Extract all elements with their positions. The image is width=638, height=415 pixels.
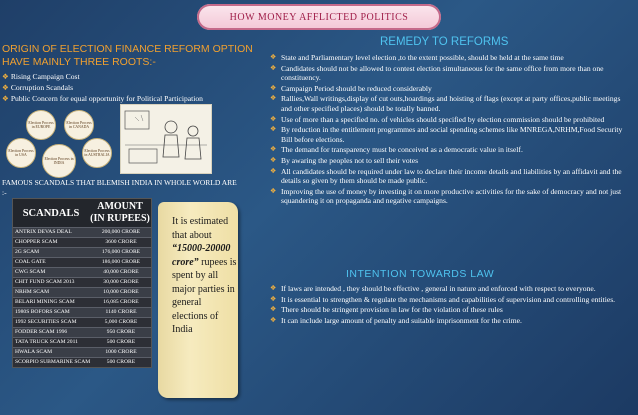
bullet-icon: ❖ [270,53,277,61]
origin-heading: ORIGIN OF ELECTION FINANCE REFORM OPTION HAVE MAINLY THREE ROOTS:- [2,43,253,68]
table-row [13,327,151,337]
list-item [270,187,630,206]
list-item [270,167,630,186]
bullet-icon: ❖ [270,83,277,92]
scandal-name: NRHM SCAM [15,289,50,296]
root-item: ❖ Corruption Scandals [2,83,74,92]
root-item: ❖ Rising Campaign Cost [2,72,80,81]
estimate-post: rupees is spent by all major parties in general elections of India [172,256,237,335]
header-scandals: SCANDALS [22,207,80,219]
list-item-text: It is essential to strengthen & regulate the mechanisms and capabilities of supervision and controlling entities. [281,294,616,304]
intention-heading: INTENTION TOWARDS LAW [346,268,495,280]
famous-scandals-caption: FAMOUS SCANDALS THAT BLEMISH INDIA IN WHOLE WORLD ARE :- [2,178,237,197]
intention-list [270,284,630,326]
diagram-node: Election Process in EUROPE [26,110,56,140]
list-item [270,284,630,294]
list-item-text: There should be stringent provision in law for the violation of these rules [281,305,503,315]
list-item [270,295,630,305]
table-row [13,337,151,347]
diagram-node: Election Process in CANADA [64,110,94,140]
table-header [13,199,151,227]
roots-list [2,71,262,104]
scandal-amount: 186,000 CRORE [101,259,141,266]
list-item [270,115,630,125]
list-item-text: By awaring the peoples not to sell their votes [281,155,419,165]
scandal-amount: 5,000 CRORE [104,319,138,326]
table-row [13,297,151,307]
estimate-text [172,215,238,337]
bullet-icon: ❖ [2,94,9,103]
scandal-name: CHOPPER SCAM [15,239,58,246]
diagram-node: Election Process in USA [6,138,36,168]
bullet-icon: ❖ [270,284,277,292]
scandal-amount: 10,000 CRORE [103,289,139,296]
table-row [13,347,151,357]
scandal-name: 1992 SECURITIES SCAM [15,319,77,326]
scandals-table [12,198,152,368]
scandal-amount: 500 CRORE [106,339,136,346]
scandal-name: SCORPIO SUBMARINE SCAM [15,359,91,366]
bullet-icon: ❖ [270,186,277,195]
table-row [13,227,151,237]
list-item-text: Use of more than a specified no. of vehicles should specified by election commission should be prohibited [281,114,605,124]
table-row [13,237,151,247]
root-item: ❖ Public Concern for equal opportunity for Political Participation [2,94,203,103]
list-item-text: If laws are intended , they should be effective , general in nature and enforced with respect to everyone. [281,284,596,293]
scandal-name: 1980S BOFORS SCAM [15,309,70,316]
table-row [13,257,151,267]
bullet-icon: ❖ [270,166,277,175]
list-item-text: It can include large amount of penalty and suitable imprisonment for the crime. [281,315,522,325]
list-item [270,145,630,155]
list-item [270,64,630,83]
estimate-amount: “15000-20000 crore” [172,243,231,268]
table-row [13,267,151,277]
remedy-list [270,53,630,207]
scandal-name: FODDER SCAM 1996 [15,329,68,336]
scandal-amount: 16,085 CRORE [103,299,139,306]
list-item [270,305,630,315]
list-item-text: Candidates should not be allowed to contest election simultaneous for the same office from more than one constituency. [281,63,604,83]
scandal-name: CHIT FUND SCAM 2013 [15,279,75,286]
list-item [270,316,630,326]
table-row [13,247,151,257]
table-row [13,287,151,297]
bullet-icon: ❖ [270,155,277,164]
list-item-text: By reduction in the entitlement programmes and social spending schemes like MNREGA,NRHM,Food Security Bill before elections. [281,125,623,144]
scandal-amount: 1140 CRORE [105,309,137,316]
diagram-node: Election Process in INDIA [42,144,76,178]
scandal-amount: 500 CRORE [106,359,136,366]
political-cartoon-image [120,104,212,174]
bullet-icon: ❖ [270,294,277,303]
bullet-icon: ❖ [270,63,277,72]
list-item-text: Rallies,Wall writings,display of cut outs,hoardings and hoisting of flags (except at party offices,public meetings and other specified places) should be totally banned. [281,94,621,113]
scandal-name: HWALA SCAM [15,349,53,356]
list-item [270,84,630,94]
header-amount: AMOUNT (IN RUPEES) [90,201,150,224]
scandal-amount: 1000 CRORE [105,349,137,356]
bullet-icon: ❖ [2,72,9,81]
bullet-icon: ❖ [2,83,9,92]
scandal-name: ANTRIX DEVAS DEAL [15,229,72,236]
scandal-amount: 176,000 CRORE [101,249,141,256]
scandal-name: COAL GATE [15,259,46,266]
table-row [13,317,151,327]
list-item-text: State and Parliamentary level election ,to the extent possible, should be held at the same time [281,53,564,62]
list-item-text: Campaign Period should be reduced considerably [281,83,432,93]
table-row [13,307,151,317]
scandal-name: TATA TRUCK SCAM 2011 [15,339,78,346]
table-row [13,277,151,287]
bullet-icon: ❖ [270,125,277,134]
page-title: HOW MONEY AFFLICTED POLITICS [229,11,409,23]
scandal-name: 2G SCAM [15,249,40,256]
election-process-diagram [4,108,116,178]
scandal-amount: 3600 CRORE [105,239,137,246]
scandal-amount: 40,000 CRORE [103,269,139,276]
bullet-icon: ❖ [270,305,277,314]
list-item-text: All candidates should be required under law to declare their income details and liabilities by an affidavit and the details so given by them should be made public. [281,166,622,186]
list-item [270,53,630,63]
list-item [270,94,630,113]
scandal-amount: 950 CRORE [106,329,136,336]
list-item-text: The demand for transparency must be conceived as a democratic value in itself. [281,145,523,155]
diagram-node: Election Process in AUSTRALIA [82,138,112,168]
bullet-icon: ❖ [270,114,277,123]
scandal-name: CWG SCAM [15,269,46,276]
scandal-amount: 30,000 CRORE [103,279,139,286]
estimate-pre: It is estimated that about [172,216,229,241]
table-row [13,357,151,367]
list-item-text: Improving the use of money by investing it on more productive activities for the sake of democracy and not just squandering it on propaganda and negative campaigns. [281,186,622,206]
title-banner [197,4,441,30]
list-item [270,125,630,144]
remedy-heading: REMEDY TO REFORMS [380,36,509,48]
bullet-icon: ❖ [270,315,277,324]
bullet-icon: ❖ [270,94,277,103]
bullet-icon: ❖ [270,145,277,154]
scandal-name: BELARI MINING SCAM [15,299,75,306]
scandal-amount: 200,000 CRORE [101,229,141,236]
list-item [270,156,630,166]
